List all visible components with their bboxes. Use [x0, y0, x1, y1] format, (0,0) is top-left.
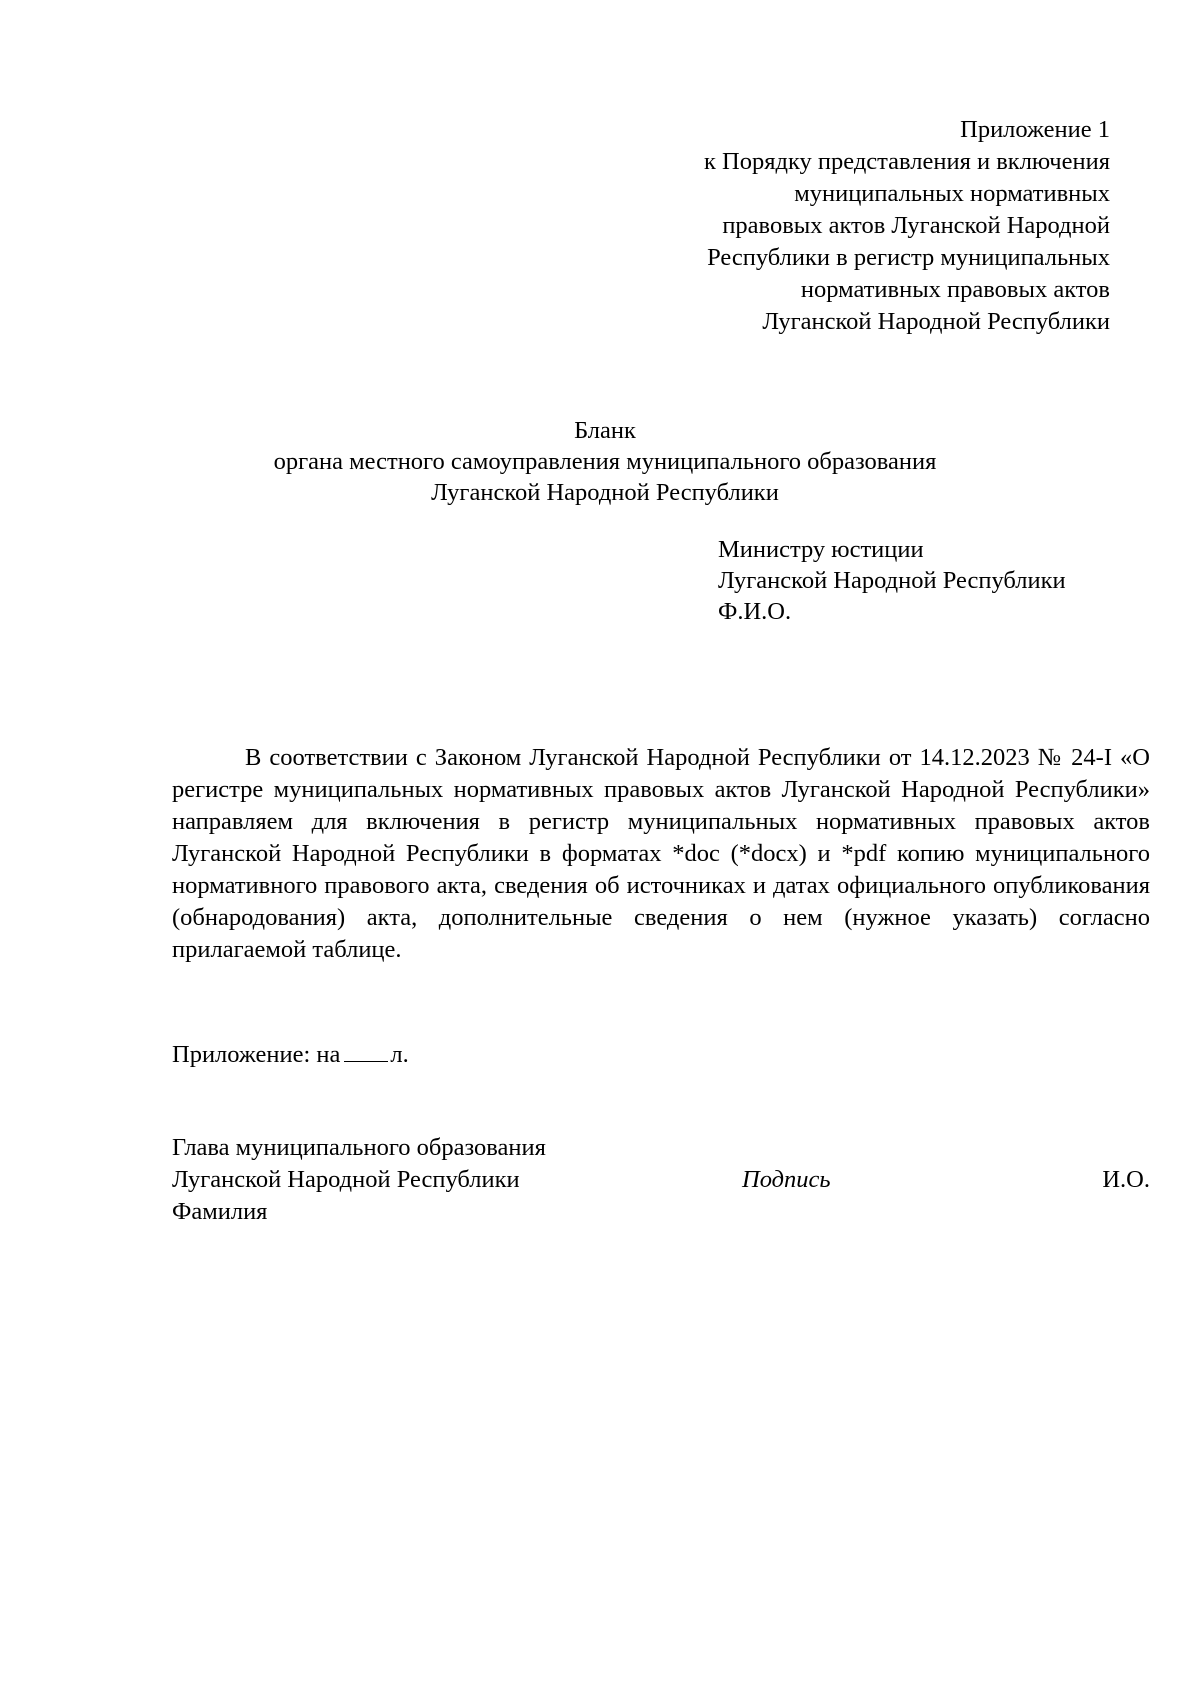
letterhead-line: органа местного самоуправления муниципального образования — [273, 448, 937, 475]
page-count-blank — [344, 1039, 388, 1062]
signatory-line: Фамилия — [172, 1198, 268, 1225]
body-paragraph: В соответствии с Законом Луганской Народной Республики от 14.12.2023 № 24-I «О регистре муниципальных нормативных правовых актов Луганской Народной Республики» направляем для включения в регистр муниципальных нормативных правовых актов Луганской Народной Республики в форматах *doc (*docx) и *pdf копию муниципального нормативного правового акта, сведения об источниках и датах официального опубликования (обнародования) акта, дополнительные сведения о нем (нужное указать) согласно прилагаемой таблице. — [172, 744, 1150, 963]
appendix-line: муниципальных нормативных — [794, 180, 1110, 207]
addressee-line: Ф.И.О. — [718, 598, 792, 625]
appendix-line: Луганской Народной Республики — [762, 308, 1110, 335]
addressee-block — [718, 534, 1066, 627]
appendix-line: Приложение 1 — [960, 116, 1110, 143]
appendix-line: правовых актов Луганской Народной — [722, 212, 1110, 239]
signature-placeholder: Подпись — [742, 1166, 831, 1193]
attachment-prefix: Приложение: на — [172, 1041, 341, 1068]
signatory-line: Луганской Народной Республики — [172, 1166, 520, 1193]
signatory-initials: И.О. — [1102, 1166, 1150, 1193]
signatory-line: Глава муниципального образования — [172, 1134, 546, 1161]
signatory-position — [172, 1132, 546, 1228]
appendix-line: к Порядку представления и включения — [704, 148, 1110, 175]
attachment-suffix: л. — [390, 1041, 409, 1068]
appendix-header — [550, 114, 1110, 338]
addressee-line: Министру юстиции — [718, 536, 924, 563]
letterhead-line: Луганской Народной Республики — [431, 479, 779, 506]
attachment-line — [172, 1039, 409, 1071]
addressee-line: Луганской Народной Республики — [718, 567, 1066, 594]
letterhead-placeholder — [0, 415, 1200, 508]
appendix-line: Республики в регистр муниципальных — [707, 244, 1110, 271]
appendix-line: нормативных правовых актов — [800, 276, 1110, 303]
letterhead-line: Бланк — [574, 417, 636, 444]
